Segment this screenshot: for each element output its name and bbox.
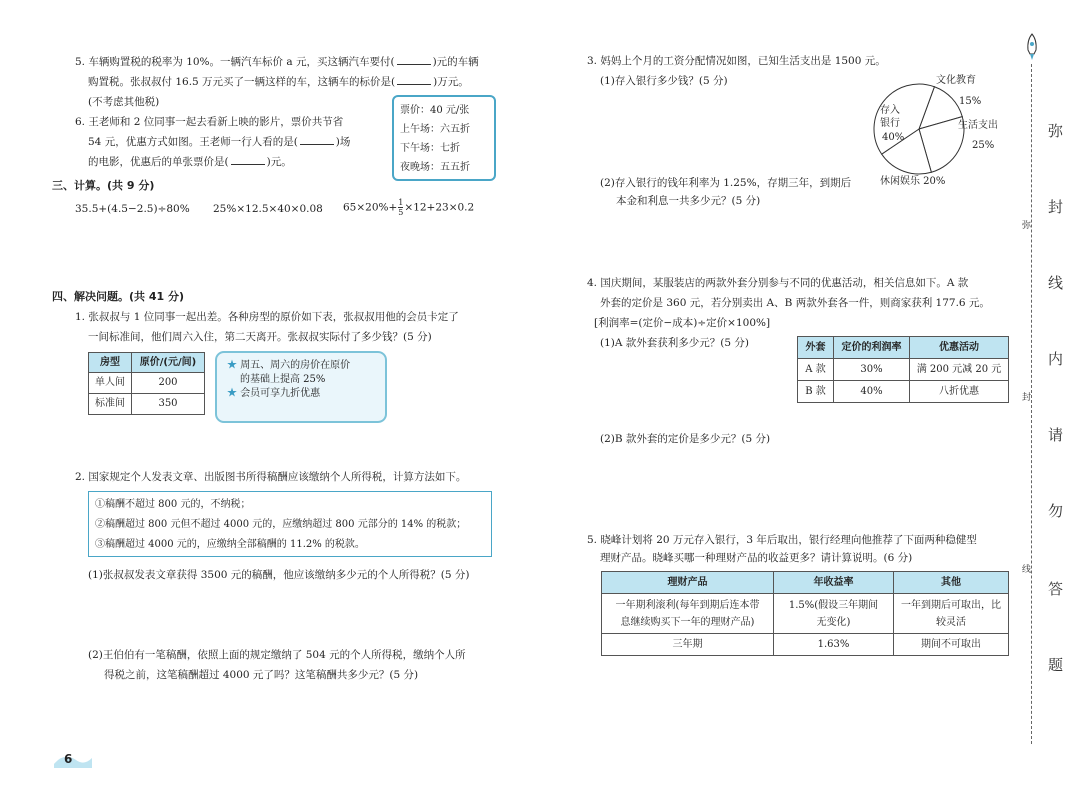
note-line (227, 387, 375, 401)
table-cell: 三年期 (602, 634, 774, 656)
q5-text: )万元。 (433, 76, 469, 88)
table-header: 房型 (89, 353, 132, 373)
section-3-heading: 三、计算。(共 9 分) (52, 179, 155, 192)
table-header: 优惠活动 (910, 337, 1009, 359)
page-number: 6 (64, 752, 73, 766)
p4-sub1: (1)A 款外套获利多少元？(5 分) (600, 337, 750, 349)
tax-rule: ②稿酬超过 800 元但不超过 4000 元的，应缴纳超过 800 元部分的 14% 的税款； (95, 519, 467, 530)
room-note-box (215, 351, 387, 423)
q6-text: 54 元，优惠方式如图。王老师一行人看的是( (88, 136, 298, 148)
table-cell: 1.63% (774, 634, 894, 656)
p4-sub2: (2)B 款外套的定价是多少元？(5 分) (600, 433, 771, 445)
cell-line: 无变化) (816, 616, 851, 628)
p3-sub2-line2: 本金和利息一共多少元？(5 分) (616, 195, 761, 207)
salary-pie-chart (860, 66, 1020, 190)
table-cell (774, 594, 894, 634)
tax-rule: ③稿酬超过 4000 元的，应缴纳全部稿酬的 11.2% 的税款。 (95, 539, 365, 550)
table-cell: 40% (834, 381, 910, 403)
p2-sub2-line1: (2)王伯伯有一笔稿酬，依照上面的规定缴纳了 504 元的个人所得税，缴纳个人所 (88, 649, 466, 661)
table-row (602, 594, 1009, 634)
table-cell: 350 (132, 394, 205, 415)
seal-char: 勿 (1048, 502, 1064, 520)
table-row (602, 634, 1009, 656)
table-header-row (798, 337, 1009, 359)
table-header: 原价/(元/间) (132, 353, 205, 373)
tax-rule: ①稿酬不超过 800 元的，不纳税； (95, 499, 251, 510)
q5-blank-2[interactable] (397, 75, 431, 85)
ticket-line: 票价：40 元/张 (400, 105, 470, 116)
q5-line2 (88, 75, 469, 89)
seal-small-char: 弥 (1022, 218, 1031, 231)
note-line: 的基础上提高 25% (240, 374, 326, 385)
calc-text: 65×20%+ (343, 201, 398, 214)
table-header: 定价的利润率 (834, 337, 910, 359)
p2-sub1: (1)张叔叔发表文章获得 3500 元的稿酬，他应该缴纳多少元的个人所得税？(5 分) (88, 569, 470, 581)
pie-label-bank-2: 银行 (880, 118, 900, 129)
table-cell: 满 200 元减 20 元 (910, 359, 1009, 381)
table-cell: 期间不可取出 (894, 634, 1009, 656)
seal-char: 封 (1048, 198, 1064, 216)
p2-sub2-line2: 得税之前，这笔稿酬超过 4000 元了吗？这笔稿酬共多少元？(5 分) (104, 669, 419, 681)
table-row (798, 381, 1009, 403)
pie-label-bank-3: 40% (882, 132, 905, 143)
seal-char: 题 (1048, 656, 1064, 674)
cell-line: 息继续购买下一年的理财产品) (620, 616, 755, 628)
table-header: 理财产品 (602, 572, 774, 594)
table-cell: 八折优惠 (910, 381, 1009, 403)
p4-line1: 4. 国庆期间，某服装店的两款外套分别参与不同的优惠活动，相关信息如下。A 款 (587, 277, 969, 289)
table-header-row (602, 572, 1009, 594)
pie-slices (874, 84, 964, 174)
p4-formula: [利润率=(定价−成本)÷定价×100%] (594, 317, 771, 329)
q6-line3 (88, 155, 292, 169)
p5-line2: 理财产品。晓峰买哪一种理财产品的收益更多？请计算说明。(6 分) (600, 552, 913, 564)
section-4-heading: 四、解决问题。(共 41 分) (52, 290, 185, 303)
note-line (227, 359, 375, 373)
fraction (398, 198, 403, 217)
star-icon: ★ (227, 388, 237, 399)
note-text: 周五、周六的房价在原价 (240, 360, 351, 371)
table-cell (602, 594, 774, 634)
ticket-line: 上午场：六五折 (400, 124, 470, 135)
rocket-icon (1022, 32, 1042, 62)
table-cell: 单人间 (89, 373, 132, 394)
fraction-numerator: 1 (398, 198, 404, 207)
table-header-row (89, 353, 205, 373)
wave-icon (52, 750, 94, 770)
table-row (89, 394, 205, 415)
cell-line: 一年到期后可取出，比 (901, 599, 1001, 611)
table-header: 年收益率 (774, 572, 894, 594)
table-cell: B 款 (798, 381, 834, 403)
fraction-denominator: 5 (398, 208, 404, 217)
cell-line: 1.5%(假设三年期间 (788, 599, 879, 611)
calc-text: ×12+23×0.2 (404, 201, 475, 214)
p4-line2: 外套的定价是 360 元，若分别卖出 A、B 两款外套各一件，则商家获利 177.6 元。 (600, 297, 990, 309)
q5-line3: (不考虑其他税) (88, 96, 160, 108)
cell-line: 一年期利滚利(每年到期后连本带 (615, 599, 760, 611)
room-price-table (88, 352, 205, 415)
table-row (798, 359, 1009, 381)
calc-expr-2: 25%×12.5×40×0.08 (213, 203, 323, 215)
p1-line1: 1. 张叔叔与 1 位同事一起出差。各种房型的原价如下表，张叔叔用他的会员卡定了 (75, 311, 459, 323)
q5-text: )元的车辆 (432, 56, 479, 68)
finance-product-table (601, 571, 1009, 656)
q6-line2 (88, 135, 350, 149)
seal-char: 内 (1048, 350, 1064, 368)
pie-label-life: 生活支出 (958, 120, 998, 131)
pie-pct-life: 25% (972, 140, 995, 151)
table-header: 外套 (798, 337, 834, 359)
calc-expr-3 (343, 198, 474, 217)
table-header: 其他 (894, 572, 1009, 594)
p3-sub1: (1)存入银行多少钱？(5 分) (600, 75, 728, 87)
q5-text: 购置税。张叔叔付 16.5 万元买了一辆这样的车，这辆车的标价是( (88, 76, 396, 88)
q5-text: 5. 车辆购置税的税率为 10%。一辆汽车标价 a 元，买这辆汽车要付( (75, 56, 395, 68)
cell-line: 较灵活 (936, 616, 966, 628)
q5-line1 (75, 55, 479, 69)
ticket-price-box (392, 95, 496, 181)
table-cell: 200 (132, 373, 205, 394)
star-icon: ★ (227, 360, 237, 371)
coat-discount-table (797, 336, 1009, 403)
p3-line1: 3. 妈妈上个月的工资分配情况如图，已知生活支出是 1500 元。 (587, 55, 886, 67)
table-cell: A 款 (798, 359, 834, 381)
pie-label-bank-1: 存入 (880, 105, 900, 116)
table-row (89, 373, 205, 394)
q6-text: 的电影，优惠后的单张票价是( (88, 156, 229, 168)
p5-line1: 5. 晓峰计划将 20 万元存入银行，3 年后取出，银行经理向他推荐了下面两种稳健型 (587, 534, 977, 546)
p3-sub2-line1: (2)存入银行的钱年利率为 1.25%，存期三年，到期后 (600, 177, 852, 189)
q5-blank-1[interactable] (397, 55, 431, 65)
seal-small-char: 线 (1022, 562, 1031, 575)
pie-label-culture: 文化教育 (936, 75, 976, 86)
seal-char: 答 (1048, 580, 1064, 598)
q6-blank-2[interactable] (231, 155, 265, 165)
calc-expr-1: 35.5+(4.5−2.5)÷80% (75, 203, 190, 215)
seal-dashed-line (1031, 64, 1032, 744)
q6-blank-1[interactable] (300, 135, 334, 145)
p2-line1: 2. 国家规定个人发表文章、出版图书所得稿酬应该缴纳个人所得税，计算方法如下。 (75, 471, 467, 483)
pie-label-leisure: 休闲娱乐 20% (880, 176, 946, 187)
seal-char: 线 (1048, 274, 1064, 292)
page-number-badge (52, 750, 94, 770)
ticket-line: 夜晚场：五五折 (400, 162, 470, 173)
table-cell: 30% (834, 359, 910, 381)
table-cell (894, 594, 1009, 634)
pie-pct-culture: 15% (959, 96, 982, 107)
seal-char: 弥 (1048, 122, 1064, 140)
note-text: 会员可享九折优惠 (240, 388, 321, 399)
tax-rules-box (88, 491, 492, 557)
p1-line2: 一间标准间，他们周六入住，第二天离开。张叔叔实际付了多少钱？(5 分) (88, 331, 432, 343)
table-cell: 标准间 (89, 394, 132, 415)
ticket-line: 下午场：七折 (400, 143, 460, 154)
seal-char: 请 (1048, 426, 1064, 444)
q6-line1: 6. 王老师和 2 位同事一起去看新上映的影片，票价共节省 (75, 116, 344, 128)
q6-text: )场 (335, 136, 351, 148)
q6-text: )元。 (266, 156, 292, 168)
seal-small-char: 封 (1022, 390, 1031, 403)
